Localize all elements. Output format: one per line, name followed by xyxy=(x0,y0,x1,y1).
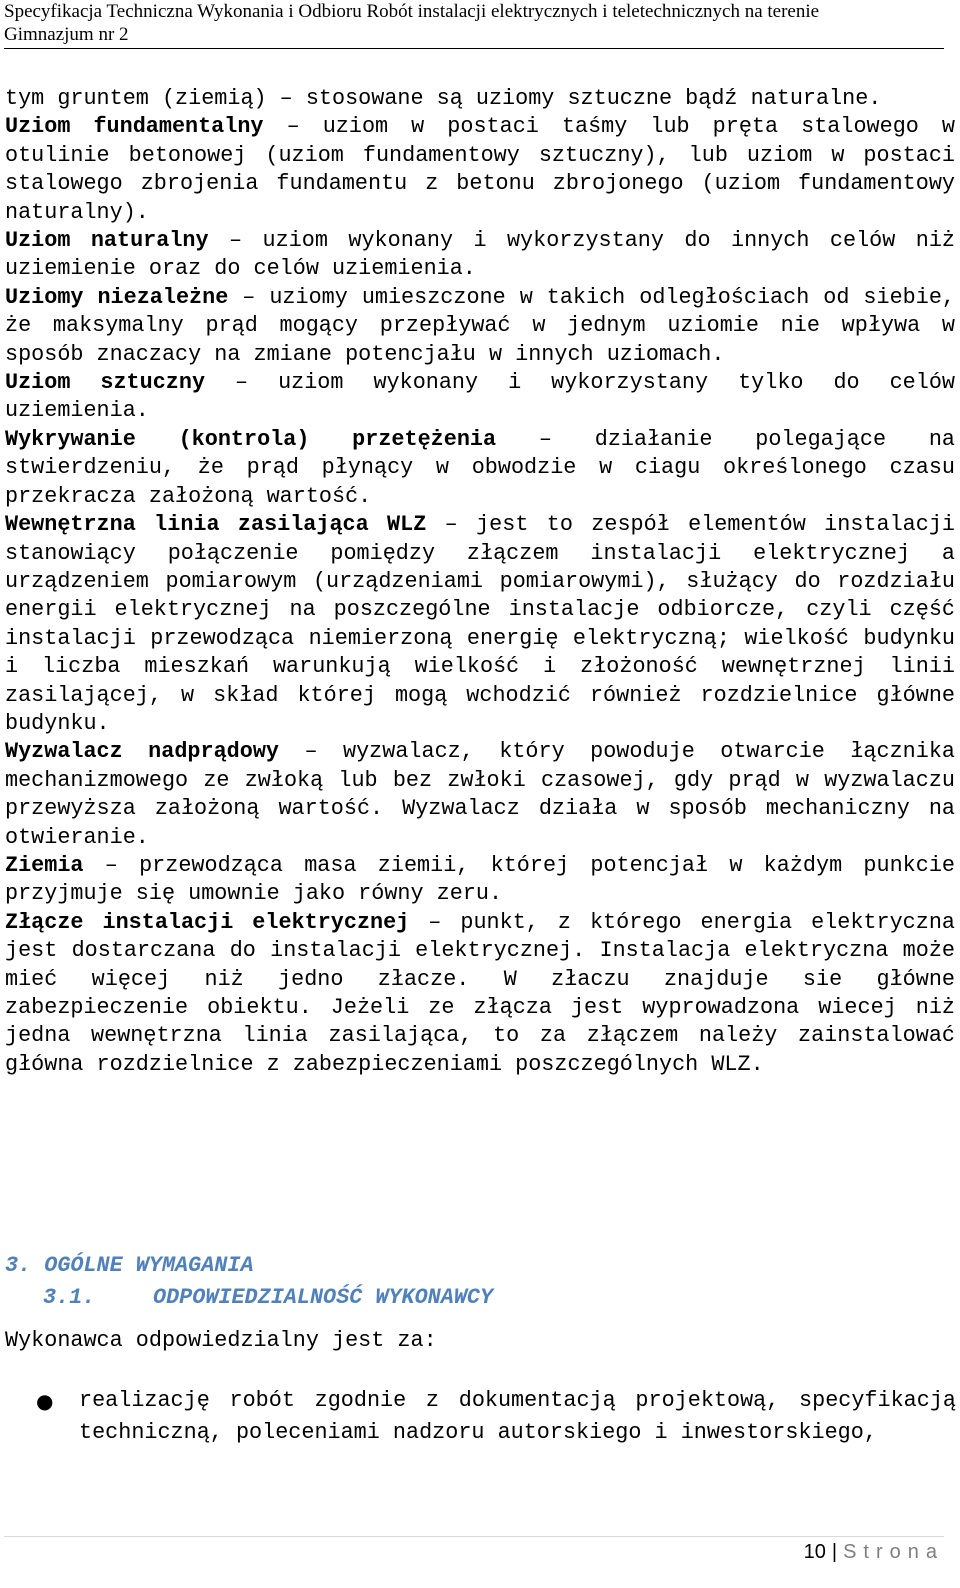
bullet-icon: ● xyxy=(36,1389,54,1413)
subsection-title: ODPOWIEDZIALNOŚĆ WYKONAWCY xyxy=(153,1285,494,1310)
definition-paragraph xyxy=(5,85,955,113)
definition-term: Złącze instalacji elektrycznej xyxy=(5,909,410,935)
page-header xyxy=(4,0,944,49)
definition-term: Uziom sztuczny xyxy=(5,370,206,396)
definition-paragraph xyxy=(5,284,955,369)
definition-term: Wyzwalacz nadprądowy xyxy=(5,739,279,765)
footer-divider xyxy=(4,1536,944,1537)
page-number: 10 xyxy=(803,1541,826,1563)
definition-text: – uziom wykonany i wykorzystany tylko do celów uziemienia. xyxy=(5,370,955,424)
list-item-text: realizację robót zgodnie z dokumentacją projektową, specyfikacją techniczną, poleceniami nadzoru autorskiego i inwestorskiego, xyxy=(79,1388,956,1446)
definition-paragraph xyxy=(5,852,955,909)
definitions-body xyxy=(5,85,955,1079)
subsection-heading xyxy=(43,1285,493,1310)
page-footer xyxy=(804,1541,944,1564)
definition-paragraph xyxy=(5,426,955,511)
definition-text: – działanie polegające na stwierdzeniu, że prąd płynący w obwodzie w ciagu określonego czasu przekracza założoną wartość. xyxy=(5,426,955,509)
definition-term: Ziemia xyxy=(5,852,84,878)
definition-paragraph xyxy=(5,909,955,1079)
list-item xyxy=(36,1385,956,1450)
definition-paragraph xyxy=(5,369,955,426)
definition-paragraph xyxy=(5,113,955,227)
definition-text: – uziom w postaci taśmy lub pręta stalowego w otulinie betonowej (uziom fundamentowy sztuczny), lub uziom w postaci stalowego zbrojenia fundamentu z betonu zbrojonego (uziom fundamentowy naturalny). xyxy=(5,114,955,225)
bullet-list xyxy=(36,1385,956,1450)
definition-paragraph xyxy=(5,738,955,852)
definition-term: Uziom fundamentalny xyxy=(5,114,264,140)
header-title-line-1: Specyfikacja Techniczna Wykonania i Odbioru Robót instalacji elektrycznych i teletechnicznych na terenie xyxy=(4,1,820,22)
definition-term: Uziom naturalny xyxy=(5,228,209,254)
definition-text: tym gruntem (ziemią) – stosowane są uziomy sztuczne bądź naturalne. xyxy=(5,86,882,111)
definition-text: – uziomy umieszczone w takich odległościach od siebie, że maksymalny prąd mogący przepływać w jednym uziomie nie wpływa w sposób znaczacy na zmiane potencjału w innych uziomach. xyxy=(5,284,955,367)
definition-paragraph xyxy=(5,511,955,738)
definition-term: Wewnętrzna linia zasilająca WLZ xyxy=(5,512,427,538)
definition-term: Uziomy niezależne xyxy=(5,284,229,310)
section-heading: 3. OGÓLNE WYMAGANIA xyxy=(5,1253,254,1278)
intro-text: Wykonawca odpowiedzialny jest za: xyxy=(5,1328,437,1353)
definition-paragraph xyxy=(5,227,955,284)
definition-term: Wykrywanie (kontrola) przetężenia xyxy=(5,426,497,452)
subsection-number: 3.1. xyxy=(43,1285,96,1310)
definition-text: – przewodząca masa ziemii, której potencjał w każdym punkcie przyjmuje się umownie jako równy zeru. xyxy=(5,852,955,907)
footer-separator: | xyxy=(831,1541,838,1563)
definition-text: – wyzwalacz, który powoduje otwarcie łącznika mechanizmowego ze zwłoką lub bez zwłoki czasowej, gdy prąd w wyzwalaczu przewyższa założoną wartość. Wyzwalacz działa w sposób mechaniczny na otwieranie. xyxy=(5,739,955,850)
header-title-line-2: Gimnazjum nr 2 xyxy=(4,24,129,45)
definition-text: – punkt, z którego energia elektryczna jest dostarczana do instalacji elektrycznej. Instalacja elektryczna może mieć więcej niż jedno złacze. W złaczu znajduje sie główne zabezpieczenie obiektu. Jeżeli ze złącza jest wyprowadzona wiecej niż jedna wewnętrzna linia zasilająca, to za złączem należy zainstalować główna rozdzielnice z zabezpieczeniami poszczególnych WLZ. xyxy=(5,909,955,1077)
definition-text: – uziom wykonany i wykorzystany do innych celów niż uziemienie oraz do celów uziemienia. xyxy=(5,228,955,282)
definition-text: – jest to zespół elementów instalacji stanowiący połączenie pomiędzy złączem instalacji elektrycznej a urządzeniem pomiarowym (urządzeniami pomiarowymi), służący do rozdziału energii elektrycznej na poszczególne instalacje odbiorcze, czyli część instalacji przewodząca niemierzoną energię elektryczną; wielkość budynku i liczba mieszkań warunkują wielkość i złożoność wewnętrznej linii zasilającej, w skład której mogą wchodzić również rozdzielnice główne budynku. xyxy=(5,512,955,736)
footer-label: Strona xyxy=(843,1541,944,1563)
